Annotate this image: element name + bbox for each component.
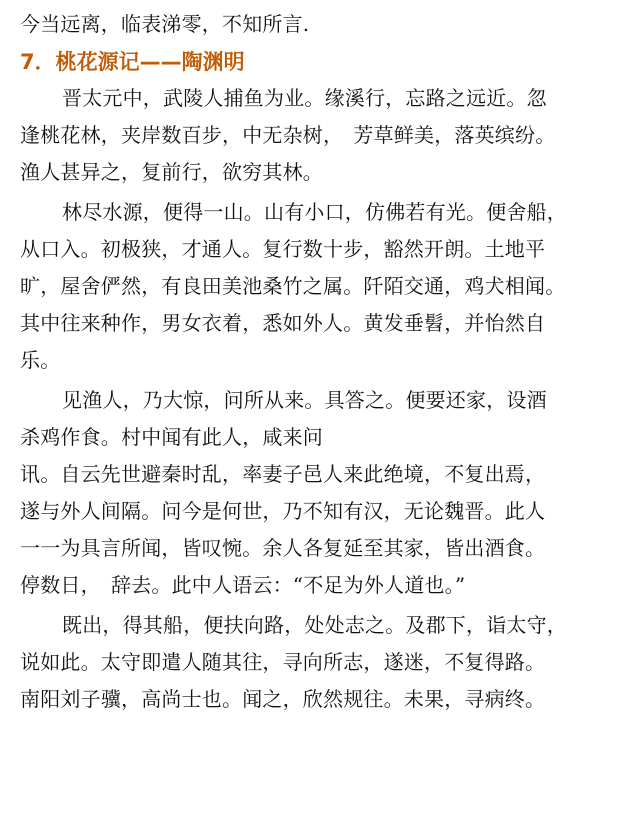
text-line: 从口入。初极狭，才通人。复行数十步，豁然开朗。土地平 — [20, 237, 546, 261]
text-line: 晋太元中，武陵人捕鱼为业。缘溪行，忘路之远近。忽 — [62, 86, 547, 110]
text-line: 林尽水源，便得一山。山有小口，仿佛若有光。便舍船， — [62, 200, 567, 224]
text-line: 旷，屋舍俨然，有良田美池桑竹之属。阡陌交通，鸡犬相闻。 — [20, 274, 566, 298]
text-line: 见渔人，乃大惊，问所从来。具答之。便要还家，设酒 — [62, 388, 547, 412]
text-line: 杀鸡作食。村中闻有此人，咸来问 — [20, 425, 323, 449]
text-line: 既出，得其船，便扶向路，处处志之。及郡下，诣太守， — [62, 613, 567, 637]
text-line: 其中往来种作，男女衣着，悉如外人。黄发垂髫，并怡然自 — [20, 311, 546, 335]
text-line: 乐。 — [20, 348, 61, 372]
text-line: 讯。自云先世避秦时乱，率妻子邑人来此绝境，不复出焉， — [20, 462, 546, 486]
text-line: 渔人甚异之，复前行，欲穷其林。 — [20, 160, 323, 184]
text-line: 逢桃花林，夹岸数百步，中无杂树， 芳草鲜美，落英缤纷。 — [20, 123, 556, 147]
paragraph-1 — [20, 80, 601, 191]
text-line: 一一为具言所闻，皆叹惋。余人各复延至其家，皆出酒食。 — [20, 536, 546, 560]
text-line: 遂与外人间隔。问今是何世，乃不知有汉，无论魏晋。此人 — [20, 499, 546, 523]
paragraph-2 — [20, 194, 601, 379]
text-line: 说如此。太守即遣人随其往，寻向所志，遂迷，不复得路。 — [20, 650, 546, 674]
text-line: 停数日， 辞去。此中人语云：“不足为外人道也。” — [20, 573, 466, 597]
text-line: 南阳刘子骥，高尚士也。闻之，欣然规往。未果，寻病终。 — [20, 687, 546, 711]
section-heading: 7．桃花源记——陶渊明 — [20, 50, 245, 74]
intro-line: 今当远离，临表涕零，不知所言. — [20, 12, 310, 36]
paragraph-4 — [20, 607, 601, 718]
paragraph-3 — [20, 382, 601, 604]
